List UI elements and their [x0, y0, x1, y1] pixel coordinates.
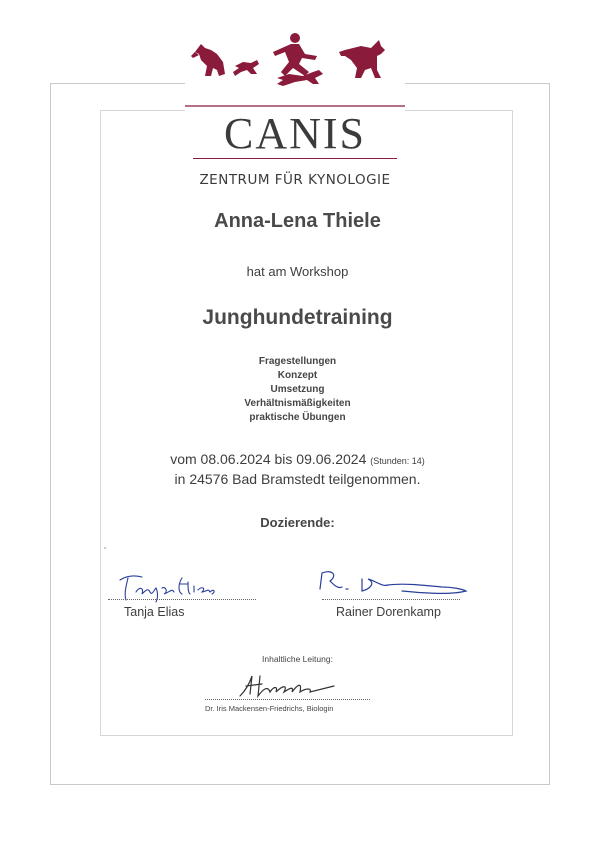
- topic-item: praktische Übungen: [249, 412, 346, 423]
- date-line: [100, 451, 495, 467]
- date-range: vom 08.06.2024 bis 09.06.2024: [170, 451, 367, 467]
- lecturers-heading: Dozierende:: [260, 515, 335, 530]
- logo-wordmark: CANIS: [223, 109, 367, 158]
- topic-item: Fragestellungen: [258, 356, 337, 367]
- lead-label: Inhaltliche Leitung:: [262, 654, 333, 664]
- participant-name: Anna-Lena Thiele: [214, 210, 381, 232]
- dogs-and-runner-icon: [185, 30, 405, 110]
- lecturer-name-elias: Tanja Elias: [124, 605, 185, 619]
- hours-note: (Stunden: 14): [370, 456, 425, 466]
- signature-lead: [236, 672, 346, 700]
- signature-line-dorenkamp: [322, 599, 460, 600]
- signature-dorenkamp: [312, 565, 472, 601]
- lead-name: Dr. Iris Mackensen-Friedrichs, Biologin: [205, 704, 334, 713]
- lecturer-name-dorenkamp: Rainer Dorenkamp: [336, 605, 441, 619]
- workshop-title: Junghundetraining: [202, 306, 393, 329]
- topics-list: [100, 355, 495, 425]
- intro-text: hat am Workshop: [246, 264, 349, 279]
- topic-item: Umsetzung: [270, 384, 325, 395]
- signature-line-elias: [108, 599, 256, 600]
- logo-subtitle: ZENTRUM FÜR KYNOLOGIE: [199, 172, 391, 188]
- location-line: in 24576 Bad Bramstedt teilgenommen.: [174, 471, 421, 487]
- topic-item: Verhältnismäßigkeiten: [244, 398, 351, 409]
- topic-item: Konzept: [277, 370, 318, 381]
- signature-line-lead: [205, 699, 370, 700]
- logo-divider: [193, 158, 397, 159]
- canis-logo: [185, 30, 405, 188]
- margin-dot: [104, 547, 106, 549]
